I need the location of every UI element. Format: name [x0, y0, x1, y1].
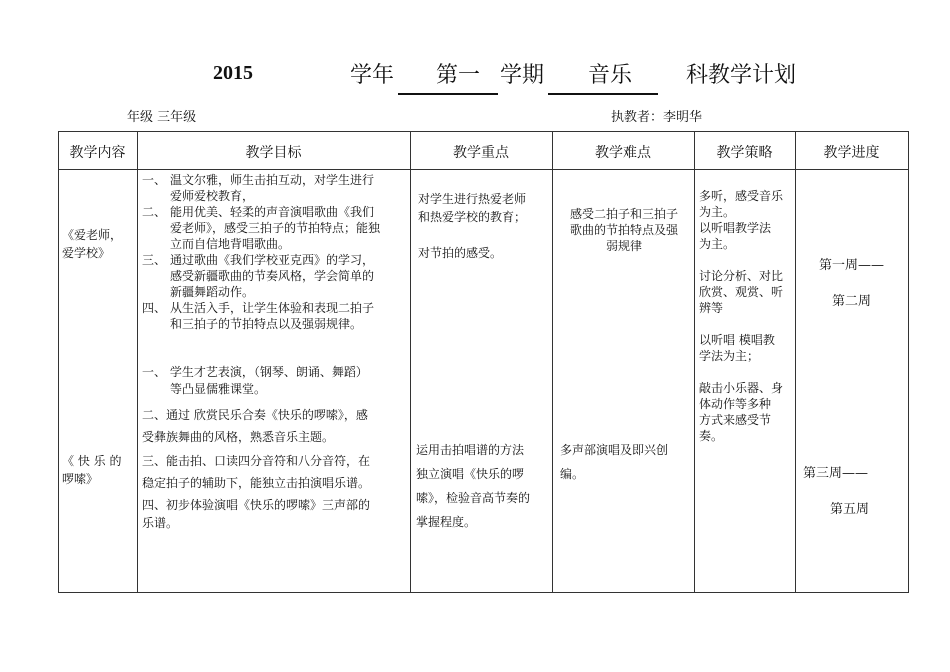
header-strategy: 教学策略 — [716, 145, 773, 161]
teacher-label: 执教者：李明华 — [611, 110, 703, 125]
header-content: 教学内容 — [69, 145, 126, 161]
title-subject: 音乐 — [588, 63, 633, 88]
title-suffix: 科教学计划 — [686, 63, 797, 88]
row2-progress: 第三周—— 第五周 — [803, 466, 870, 517]
row2-content: 《 快 乐 的 啰嗦》 — [62, 454, 122, 486]
row1-goal-item: 一、 温文尔雅，师生击拍互动，对学生进行 爱师爱校教育， — [142, 173, 375, 203]
title-term: 第一 — [436, 63, 481, 88]
row1-difficulty: 感受二拍子和三拍子 歌曲的节拍特点及强 弱规律 — [569, 207, 678, 253]
row1-goal-item: 二、 能用优美、轻柔的声音演唱歌曲《我们 爱老师》，感受三拍子的节拍特点；能独 立而自信地背唱歌曲。 — [142, 205, 381, 251]
row1-progress: 第一周—— 第二周 — [818, 258, 884, 309]
row1-goals — [142, 172, 408, 332]
title-xuenian: 学年 — [350, 63, 395, 88]
row1-goal-item: 三、 通过歌曲《我们学校亚克西》的学习， 感受新疆歌曲的节奏风格，学会简单的 新疆舞蹈动作。 — [142, 253, 375, 299]
row1-key: 对学生进行热爱老师 和热爱学校的教育； 对节拍的感受。 — [418, 192, 527, 260]
header-difficulty: 教学难点 — [595, 145, 651, 161]
title-xueqi: 学期 — [500, 63, 545, 88]
header-key: 教学重点 — [453, 145, 509, 161]
row1-goal-item: 四、 从生活入手，让学生体验和表现二拍子 和三拍子的节拍特点以及强弱规律。 — [142, 301, 375, 331]
row1-content: 《爱老师， 爱学校》 — [62, 228, 123, 260]
row2-difficulty: 多声部演唱及即兴创 编。 — [560, 443, 669, 481]
term-underline — [398, 93, 498, 95]
header-progress: 教学进度 — [823, 145, 880, 161]
strategy-text: 多听，感受音乐 为主。 以听唱教学法 为主。 讨论分析、对比 欣赏、观赏、听 辨等 以听唱 模唱教 学法为主； 敲击小乐器、身 体动作等多种 方式来感受节 奏。 — [699, 189, 784, 443]
header-goals: 教学目标 — [245, 145, 302, 161]
grade-label: 年级 三年级 — [127, 110, 197, 125]
title-year: 2015 — [213, 62, 253, 84]
row2-key: 运用击拍唱谱的方法 独立演唱《快乐的啰 嗦》，检验音高节奏的 掌握程度。 — [416, 443, 531, 529]
row2-goals: 一、 学生才艺表演，（钢琴、朗诵、舞蹈） 等凸显儒雅课堂。 二、通过 欣赏民乐合奏《快乐的啰嗦》，感 受彝族舞曲的风格，熟悉音乐主题。 三、能击拍、口读四分音符和八分音符，在 稳定拍子的辅助下，能独立击拍演唱乐谱。 四、初步体验演唱《快乐的啰嗦》三声部的 乐谱。 — [142, 365, 371, 530]
subject-underline — [548, 93, 658, 95]
